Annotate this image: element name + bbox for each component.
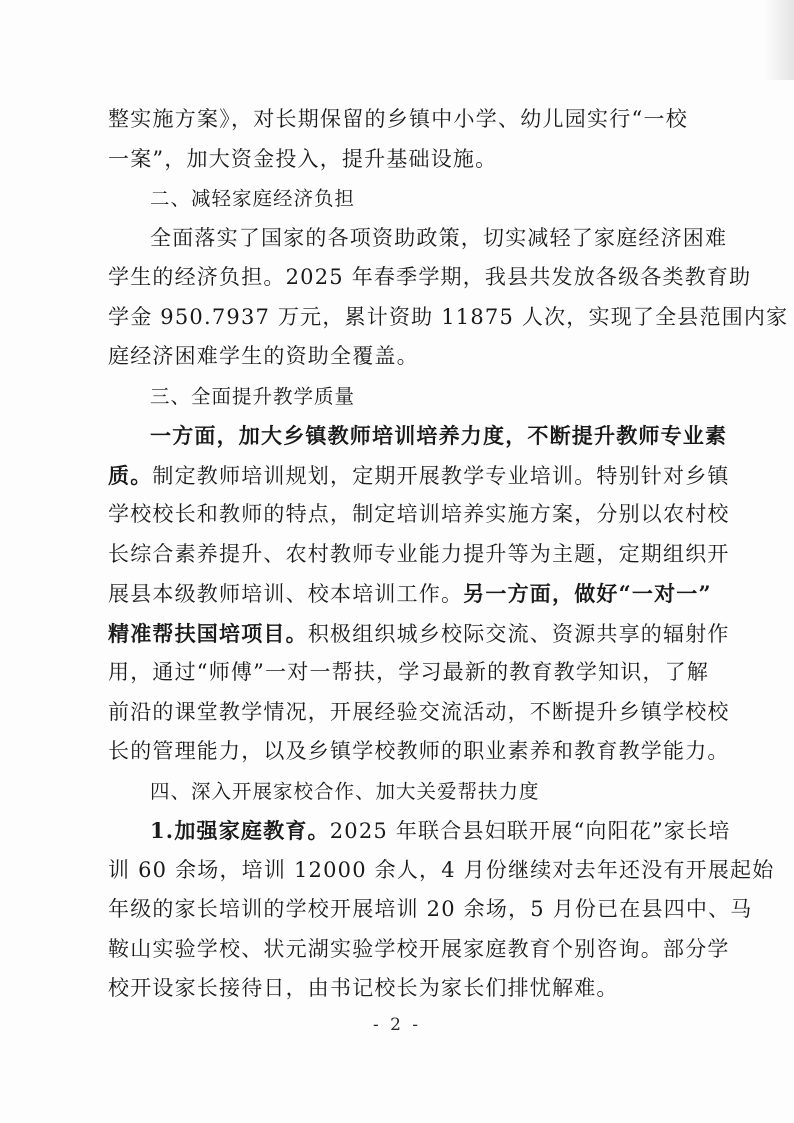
- text-span: 制定教师培训规划，定期开展教学专业培训。特别针对乡镇: [152, 463, 730, 488]
- bold-text-line: 一方面，加大乡镇教师培训培养力度，不断提升教师专业素: [150, 423, 728, 448]
- text-line: 长的管理能力，以及乡镇学校教师的职业素养和教育教学能力。: [108, 739, 730, 763]
- text-line: 训 60 余场，培训 12000 余人，4 月份继续对去年还没有开展起始: [108, 857, 775, 882]
- text-line: [108, 811, 731, 851]
- text-line: 年级的家长培训的学校开展培训 20 余场，5 月份已在县四中、马: [108, 897, 753, 921]
- page-number: - 2 -: [372, 1015, 422, 1035]
- text-line: 一案”，加大资金投入，提升基础设施。: [108, 146, 498, 171]
- text-line: 前沿的课堂教学情况，开展经验交流活动，不断提升乡镇学校校: [108, 699, 730, 724]
- bold-phrase: 质。: [108, 462, 153, 488]
- text-line: 鞍山实验学校、状元湖实验学校开展家庭教育个别咨询。部分学: [108, 936, 730, 961]
- text-line: 整实施方案》，对长期保留的乡镇中小学、幼儿园实行“一校: [108, 107, 688, 131]
- section-heading-2: 二、减轻家庭经济负担: [150, 187, 356, 210]
- section-heading-3: 三、全面提升教学质量: [150, 384, 356, 408]
- text-line: 庭经济困难学生的资助全覆盖。: [108, 344, 419, 368]
- page-edge-shadow: [764, 0, 794, 80]
- text-line: 学金 950.7937 万元，累计资助 11875 人次，实现了全县范围内家: [108, 304, 789, 329]
- bold-phrase: 精准帮扶国培项目。: [108, 620, 308, 646]
- text-line: 校开设家长接待日，由书记校长为家长们排忧解难。: [108, 976, 619, 1000]
- text-line: 学校校长和教师的特点，制定培训培养实施方案，分别以农村校: [108, 502, 730, 526]
- text-span: 2025 年联合县妇联开展“向阳花”家长培: [329, 819, 731, 843]
- text-line: 用，通过“师傅”一对一帮扶，学习最新的教育教学知识，了解: [108, 660, 710, 684]
- bold-phrase: 1.加强家庭教育。: [150, 818, 330, 843]
- section-heading-4: 四、深入开展家校合作、加大关爱帮扶力度: [150, 779, 540, 803]
- text-line: 全面落实了国家的各项资助政策，切实减轻了家庭经济困难: [150, 225, 728, 250]
- text-span: 展县本级教师培训、校本培训工作。: [108, 582, 464, 606]
- text-line: [108, 574, 712, 614]
- text-line: [108, 456, 730, 496]
- bold-phrase: 另一方面，做好“一对一”: [463, 581, 712, 606]
- text-line: 学生的经济负担。2025 年春季学期，我县共发放各级各类教育助: [108, 265, 752, 289]
- document-body: [108, 100, 789, 1009]
- text-line: 长综合素养提升、农村教师专业能力提升等为主题，定期组织开: [108, 541, 730, 566]
- text-line: [108, 614, 730, 654]
- text-span: 积极组织城乡校际交流、资源共享的辐射作: [307, 621, 730, 646]
